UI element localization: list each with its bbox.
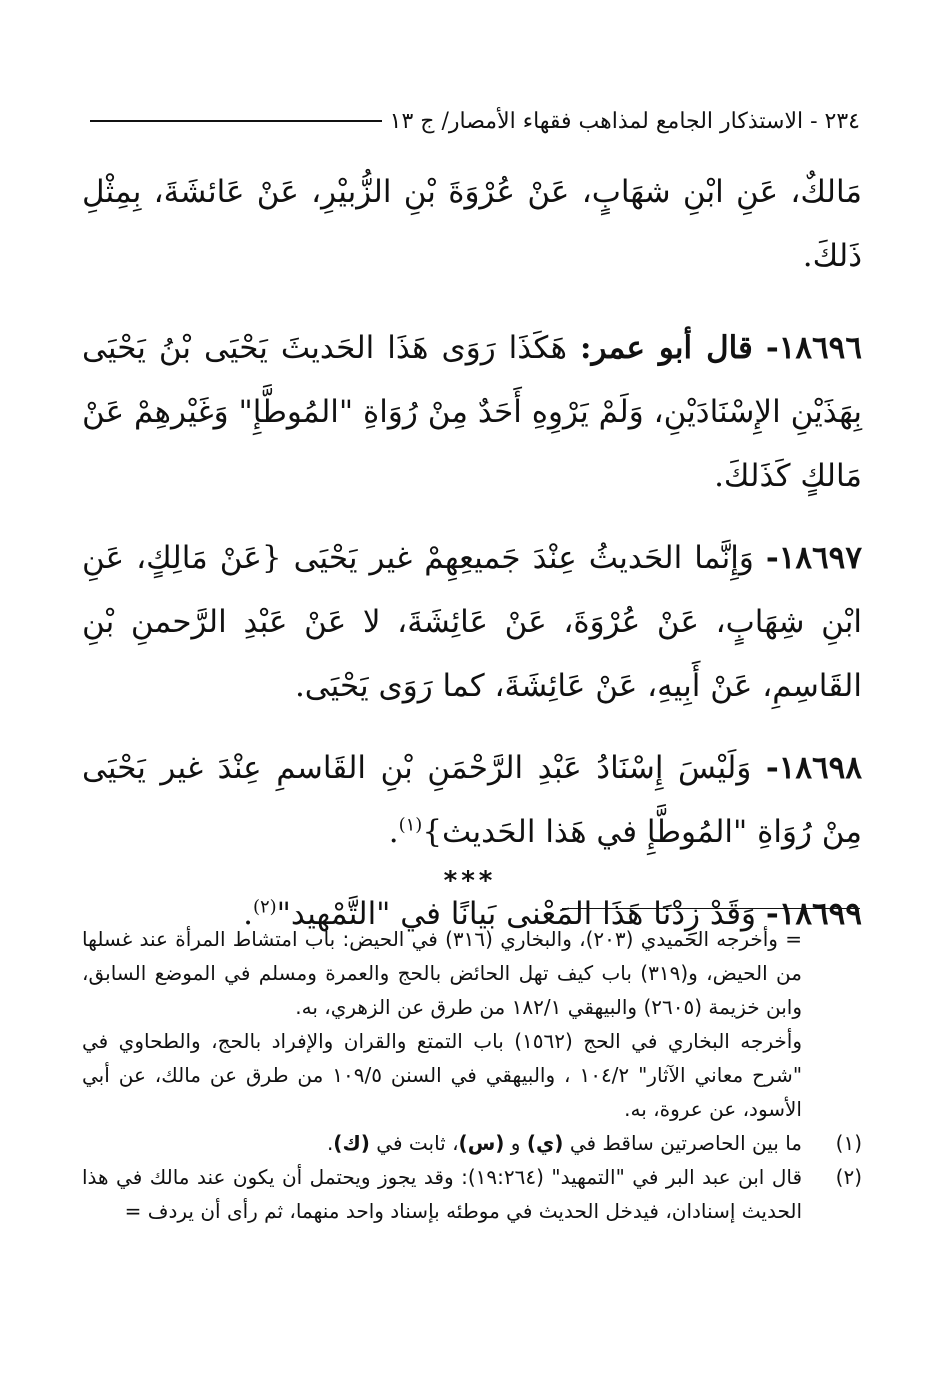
footnote-marker: (٢) <box>835 1165 862 1189</box>
footnote-text: ما بين الحاصرتين ساقط في <box>569 1131 802 1155</box>
paragraph-text: وَإِنَّما الحَديثُ عِنْدَ جَميعِهِمْ غير يَحْيَى {عَنْ مَالِكٍ، عَنِ ابْنِ شِهَابٍ، عَنْ عُرْوَةَ، عَنْ عَائِشَةَ، لا عَنْ عَبْدِ الرَّحمنِ بْنِ القَاسِمِ، عَنْ أَبِيهِ، عَنْ عَائِشَةَ، كما رَوَى يَحْيَى. <box>82 540 862 704</box>
paragraph-number: ١٨٦٩٦- <box>765 330 862 366</box>
lead-paragraph: مَالكٌ، عَنِ ابْنِ شهَابٍ، عَنْ عُرْوَةَ بْنِ الزُّبيْرِ، عَنْ عَائشَةَ، بِمِثْلِ ذَلكَ. <box>82 174 862 274</box>
running-head <box>90 104 860 138</box>
paragraph-18698 <box>82 736 862 864</box>
paragraph-text: وَقَدْ زِدْنَا هَذَا المَعْنى بَيانًا في "التَّمْهيد" <box>276 896 756 932</box>
speaker-label: قال أبو عمر: <box>580 330 753 366</box>
paragraph-text: وَلَيْسَ إِسْنَادُ عَبْدِ الرَّحْمَنِ بْنِ القَاسمِ عِنْدَ غير يَحْيَى مِنْ رُوَاةِ "المُوطَّإِ في هَذا الحَديث} <box>82 750 862 850</box>
manuscript-siglum: (ي) <box>526 1131 564 1155</box>
footnote-text: و <box>510 1131 521 1155</box>
running-head-text: ٢٣٤ - الاستذكار الجامع لمذاهب فقهاء الأمصار/ ج ١٣ <box>389 108 860 134</box>
footnote-2 <box>82 1160 862 1228</box>
paragraph-text: هَكَذَا رَوَى هَذَا الحَديثَ يَحْيَى بْنُ يَحْيَى بِهَذَيْنِ الإِسْنَادَيْنِ، وَلَمْ يَرْوِهِ أَحَدٌ مِنْ رُوَاةِ "المُوطَّإِ" وَغَيْرهِمْ عَنْ مَالكٍ كَذَلكَ. <box>82 330 862 494</box>
footnote-continuation: وأخرجه البخاري في الحج (١٥٦٢) باب التمتع والقران والإفراد بالحج، والطحاوي في "شرح معاني الآثار" ١٠٤/٢ ، والبيهقي في السنن ١٠٩/٥ من طرق عن مالك، عن أبي الأسود، عن عروة، به. <box>82 1029 803 1121</box>
section-separator: *** <box>443 866 497 896</box>
footnote-text: ، ثابت في <box>376 1131 459 1155</box>
footnote-1 <box>82 1126 862 1160</box>
paragraph-18696 <box>82 316 862 508</box>
paragraph-end: . <box>388 814 399 850</box>
footnote-body <box>82 1126 802 1160</box>
paragraph-18697 <box>82 526 862 718</box>
paragraph-number: ١٨٦٩٩- <box>765 896 862 932</box>
footnote-rule <box>562 908 860 909</box>
paragraph-number: ١٨٦٩٧- <box>765 540 862 576</box>
footnote-body: قال ابن عبد البر في "التمهيد" (١٩:٢٦٤): وقد يجوز ويحتمل أن يكون عند مالك في هذا الحديث إسنادان، فيدخل الحديث في موطئه بإسناد واحد منهما، ثم رأى أن يردف = <box>82 1165 803 1223</box>
running-head-rule <box>90 120 382 122</box>
main-text <box>82 160 862 964</box>
footnote-reference-2: (٢) <box>252 896 277 918</box>
paragraph-end: . <box>243 896 253 932</box>
footnote-marker: (١) <box>835 1131 862 1155</box>
manuscript-siglum: (س) <box>458 1131 505 1155</box>
footnote-continuation: = وأخرجه الحميدي (٢٠٣)، والبخاري (٣١٦) في الحيض: باب امتشاط المرأة عند غسلها من الحيض، و(٣١٩) باب كيف تهل الحائض بالحج والعمرة ومسلم في الموضع السابق، وابن خزيمة (٢٦٠٥) والبيهقي ١٨٢/١ من طرق عن الزهري، به. <box>82 927 802 1019</box>
footnotes <box>82 922 862 1228</box>
manuscript-siglum: (ك) <box>333 1131 370 1155</box>
paragraph-number: ١٨٦٩٨- <box>765 750 862 786</box>
footnote-text: . <box>326 1131 334 1155</box>
footnote-reference-1: (١) <box>398 814 423 836</box>
